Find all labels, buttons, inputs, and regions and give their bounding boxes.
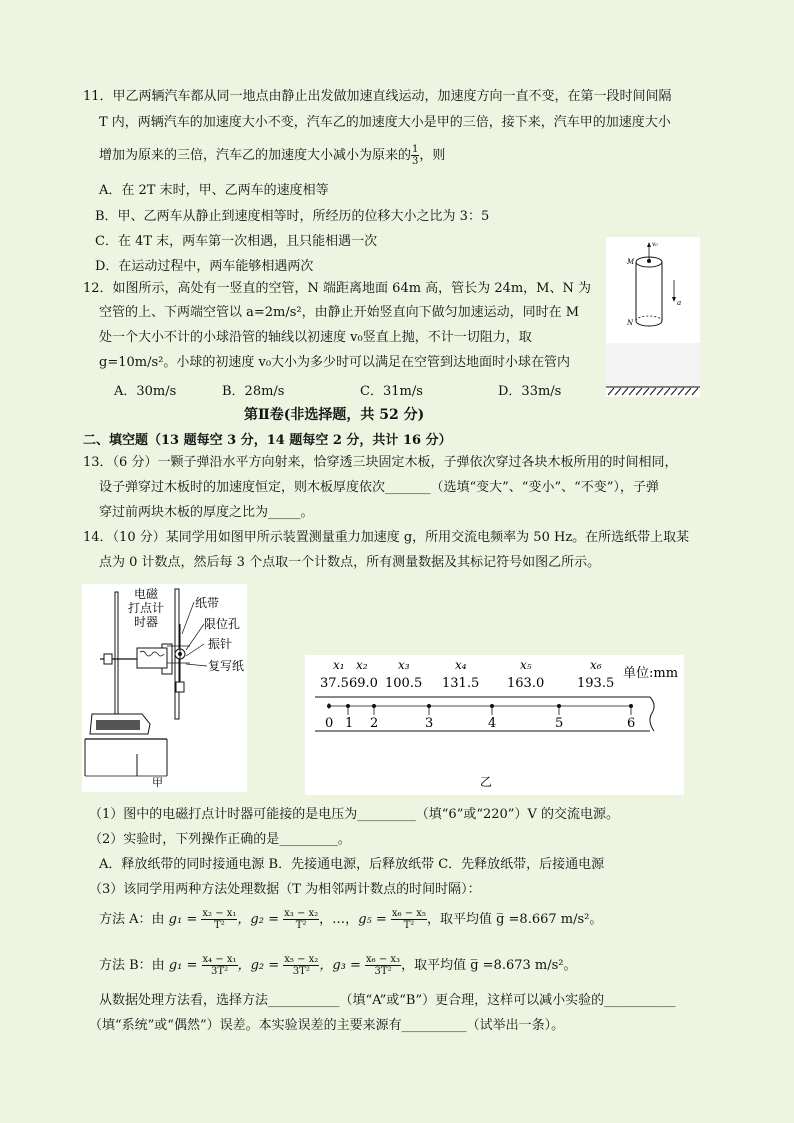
q13-line3: 穿过前两块木板的厚度之比为_____。 <box>99 505 314 520</box>
method-a-g5: g₅ = <box>358 912 387 927</box>
unit-label: 单位:mm <box>623 666 679 681</box>
label-a: a <box>677 299 682 307</box>
caption-jia: 甲 <box>152 776 163 789</box>
method-a-g1: g₁ = <box>168 912 198 927</box>
method-a-g5-fraction <box>391 908 427 931</box>
segment-value-1: 37.5 <box>320 676 349 691</box>
label-v0: v₀ <box>652 241 658 248</box>
point-label-2: 2 <box>370 716 379 731</box>
tube-diagram <box>606 237 700 397</box>
fraction-numerator: x₂ − x₁ <box>202 908 237 919</box>
segment-value-6: 193.5 <box>577 676 615 691</box>
tape-diagram <box>305 655 684 795</box>
label-fuxiezhi: 复写纸 <box>208 659 245 673</box>
label-xianweikong: 限位孔 <box>204 617 241 631</box>
q11-line2: T 内，两辆汽车的加速度大小不变，汽车乙的加速度大小是甲的三倍，接下来，汽车甲的加速度大小 <box>99 115 671 130</box>
method-b-g3: ，g₃ = <box>319 958 361 973</box>
label-m: M <box>627 258 635 266</box>
label-n: N <box>627 319 634 327</box>
method-b-result: ，取平均值 g̅ =8.673 m/s²。 <box>401 958 577 973</box>
apparatus-figure <box>82 584 247 792</box>
q14-conclusion-2: （填“系统”或“偶然”）误差。本实验误差的主要来源有__________（试举出一条）。 <box>89 1018 565 1033</box>
method-b-prefix: 方法 B：由 <box>99 958 165 973</box>
q11-line3-text: 增加为原来的三倍，汽车乙的加速度大小减小为原来的 <box>99 148 412 163</box>
point-label-4: 4 <box>488 716 497 731</box>
fraction-denominator: T² <box>295 920 307 931</box>
segment-x2: x₂ <box>356 658 368 672</box>
fraction-numerator: x₃ − x₂ <box>284 908 319 919</box>
segment-value-3: 100.5 <box>385 676 423 691</box>
q14-sub2: （2）实验时，下列操作正确的是_________。 <box>89 832 351 847</box>
q14-line2: 点为 0 计数点，然后每 3 个点取一个计数点，所有测量数据及其标记符号如图乙所示。 <box>99 555 601 570</box>
q12-line1: 12．如图所示，高处有一竖直的空管，N 端距离地面 64m 高，管长为 24m，M、N 为 <box>83 281 592 296</box>
method-b <box>99 954 577 977</box>
tube-figure <box>606 237 700 397</box>
method-a <box>99 908 602 931</box>
apparatus-diagram <box>82 584 247 792</box>
method-a-g2-fraction <box>283 908 319 931</box>
method-b-g1: g₁ = <box>168 958 198 973</box>
q11-option-a: A．在 2T 末时，甲、乙两车的速度相等 <box>99 183 329 198</box>
fraction-denominator: T² <box>403 920 415 931</box>
part-heading: 二、填空题（13 题每空 3 分，14 题每空 2 分，共计 16 分） <box>83 433 452 448</box>
label-zhenzhen: 振针 <box>208 637 233 651</box>
q12-option-b: B．28m/s <box>222 384 285 399</box>
segment-x6: x₆ <box>590 658 602 672</box>
segment-value-5: 163.0 <box>507 676 545 691</box>
method-a-g2: ，g₂ = <box>237 912 279 927</box>
segment-x5: x₅ <box>520 658 532 672</box>
q14-line1: 14．（10 分）某同学用如图甲所示装置测量重力加速度 g，所用交流电频率为 50 Hz。在所选纸带上取某 <box>83 530 690 545</box>
method-a-result: ，取平均值 g̅ =8.667 m/s²。 <box>426 912 603 927</box>
label-dadianji: 打点计 <box>128 601 165 615</box>
q12-line4: g=10m/s²。小球的初速度 v₀大小为多少时可以满足在空管到达地面时小球在管内 <box>99 355 571 370</box>
q11-option-b: B．甲、乙两车从静止到速度相等时，所经历的位移大小之比为 3：5 <box>95 209 490 224</box>
q12-line2: 空管的上、下两端空管以 a=2m/s²，由静止开始竖直向下做匀加速运动，同时在 M <box>99 305 580 320</box>
q11-option-d: D．在运动过程中，两车能够相遇两次 <box>95 259 314 274</box>
fraction-numerator: x₄ − x₁ <box>202 954 237 965</box>
fraction-denominator: 3T² <box>374 966 392 977</box>
tape-figure <box>305 655 684 795</box>
method-a-prefix: 方法 A：由 <box>99 912 165 927</box>
tape-point-0 <box>327 704 331 708</box>
segment-x4: x₄ <box>455 658 467 672</box>
label-zhidai: 纸带 <box>195 596 220 610</box>
fraction-numerator: x₅ − x₂ <box>284 954 319 965</box>
fraction-numerator: x₆ − x₅ <box>391 908 426 919</box>
method-b-g3-fraction <box>365 954 401 977</box>
fraction-denominator: 3T² <box>292 966 310 977</box>
method-b-g2-fraction <box>283 954 319 977</box>
segment-x1: x₁ <box>333 658 345 672</box>
q11-line3-end: ，则 <box>419 148 446 163</box>
point-label-6: 6 <box>627 716 636 731</box>
label-shiqi: 时器 <box>134 615 159 629</box>
point-label-5: 5 <box>555 716 564 731</box>
fraction-denominator: 3 <box>412 156 419 167</box>
label-dianci: 电磁 <box>134 587 159 601</box>
method-b-g2: ，g₂ = <box>237 958 280 973</box>
method-b-g1-fraction <box>202 954 238 977</box>
fraction-denominator: 3T² <box>211 966 229 977</box>
point-label-0: 0 <box>325 716 334 731</box>
point-label-3: 3 <box>425 716 434 731</box>
segment-x3: x₃ <box>398 658 410 672</box>
q14-sub2-options: A．释放纸带的同时接通电源 B．先接通电源，后释放纸带 C．先释放纸带，后接通电源 <box>99 857 605 872</box>
fraction-numerator: x₆ − x₃ <box>366 954 401 965</box>
q11-option-c: C．在 4T 末，两车第一次相遇，且只能相遇一次 <box>95 234 378 249</box>
method-a-ellipsis: ，…， <box>319 912 359 927</box>
point-label-1: 1 <box>345 716 354 731</box>
q13-line1: 13．（6 分）一颗子弹沿水平方向射来，恰穿透三块固定木板，子弹依次穿过各块木板所用的时间相同， <box>83 455 678 470</box>
method-a-g1-fraction <box>201 908 237 931</box>
q12-option-d: D．33m/s <box>498 384 562 399</box>
q14-conclusion-1: 从数据处理方法看，选择方法___________（填“A”或“B”）更合理，这样可以减小实验的___________ <box>99 993 676 1008</box>
segment-value-2: 69.0 <box>349 676 378 691</box>
q11-line3 <box>99 144 445 167</box>
q13-line2: 设子弹穿过木板时的加速度恒定，则木板厚度依次_______（选填“变大”、“变小”、“不变”），子弹 <box>99 480 659 495</box>
fraction-numerator: 1 <box>412 144 419 155</box>
segment-value-4: 131.5 <box>442 676 480 691</box>
q12-option-a: A．30m/s <box>114 384 177 399</box>
q12-option-c: C．31m/s <box>360 384 423 399</box>
q11-line1: 11．甲乙两辆汽车都从同一地点由静止出发做加速直线运动，加速度方向一直不变，在第一段时间间隔 <box>83 89 672 104</box>
q14-sub3: （3）该同学用两种方法处理数据（T 为相邻两计数点的时间时隔）： <box>89 882 481 897</box>
caption-yi: 乙 <box>480 775 493 789</box>
section-title: 第Ⅱ卷(非选择题，共 52 分) <box>244 407 425 423</box>
q14-sub1: （1）图中的电磁打点计时器可能接的是电压为_________（填“6”或“220”）V 的交流电源。 <box>89 807 619 822</box>
q12-line3: 处一个大小不计的小球沿管的轴线以初速度 v₀竖直上抛，不计一切阻力，取 <box>99 330 532 345</box>
fraction-denominator: T² <box>214 920 225 931</box>
